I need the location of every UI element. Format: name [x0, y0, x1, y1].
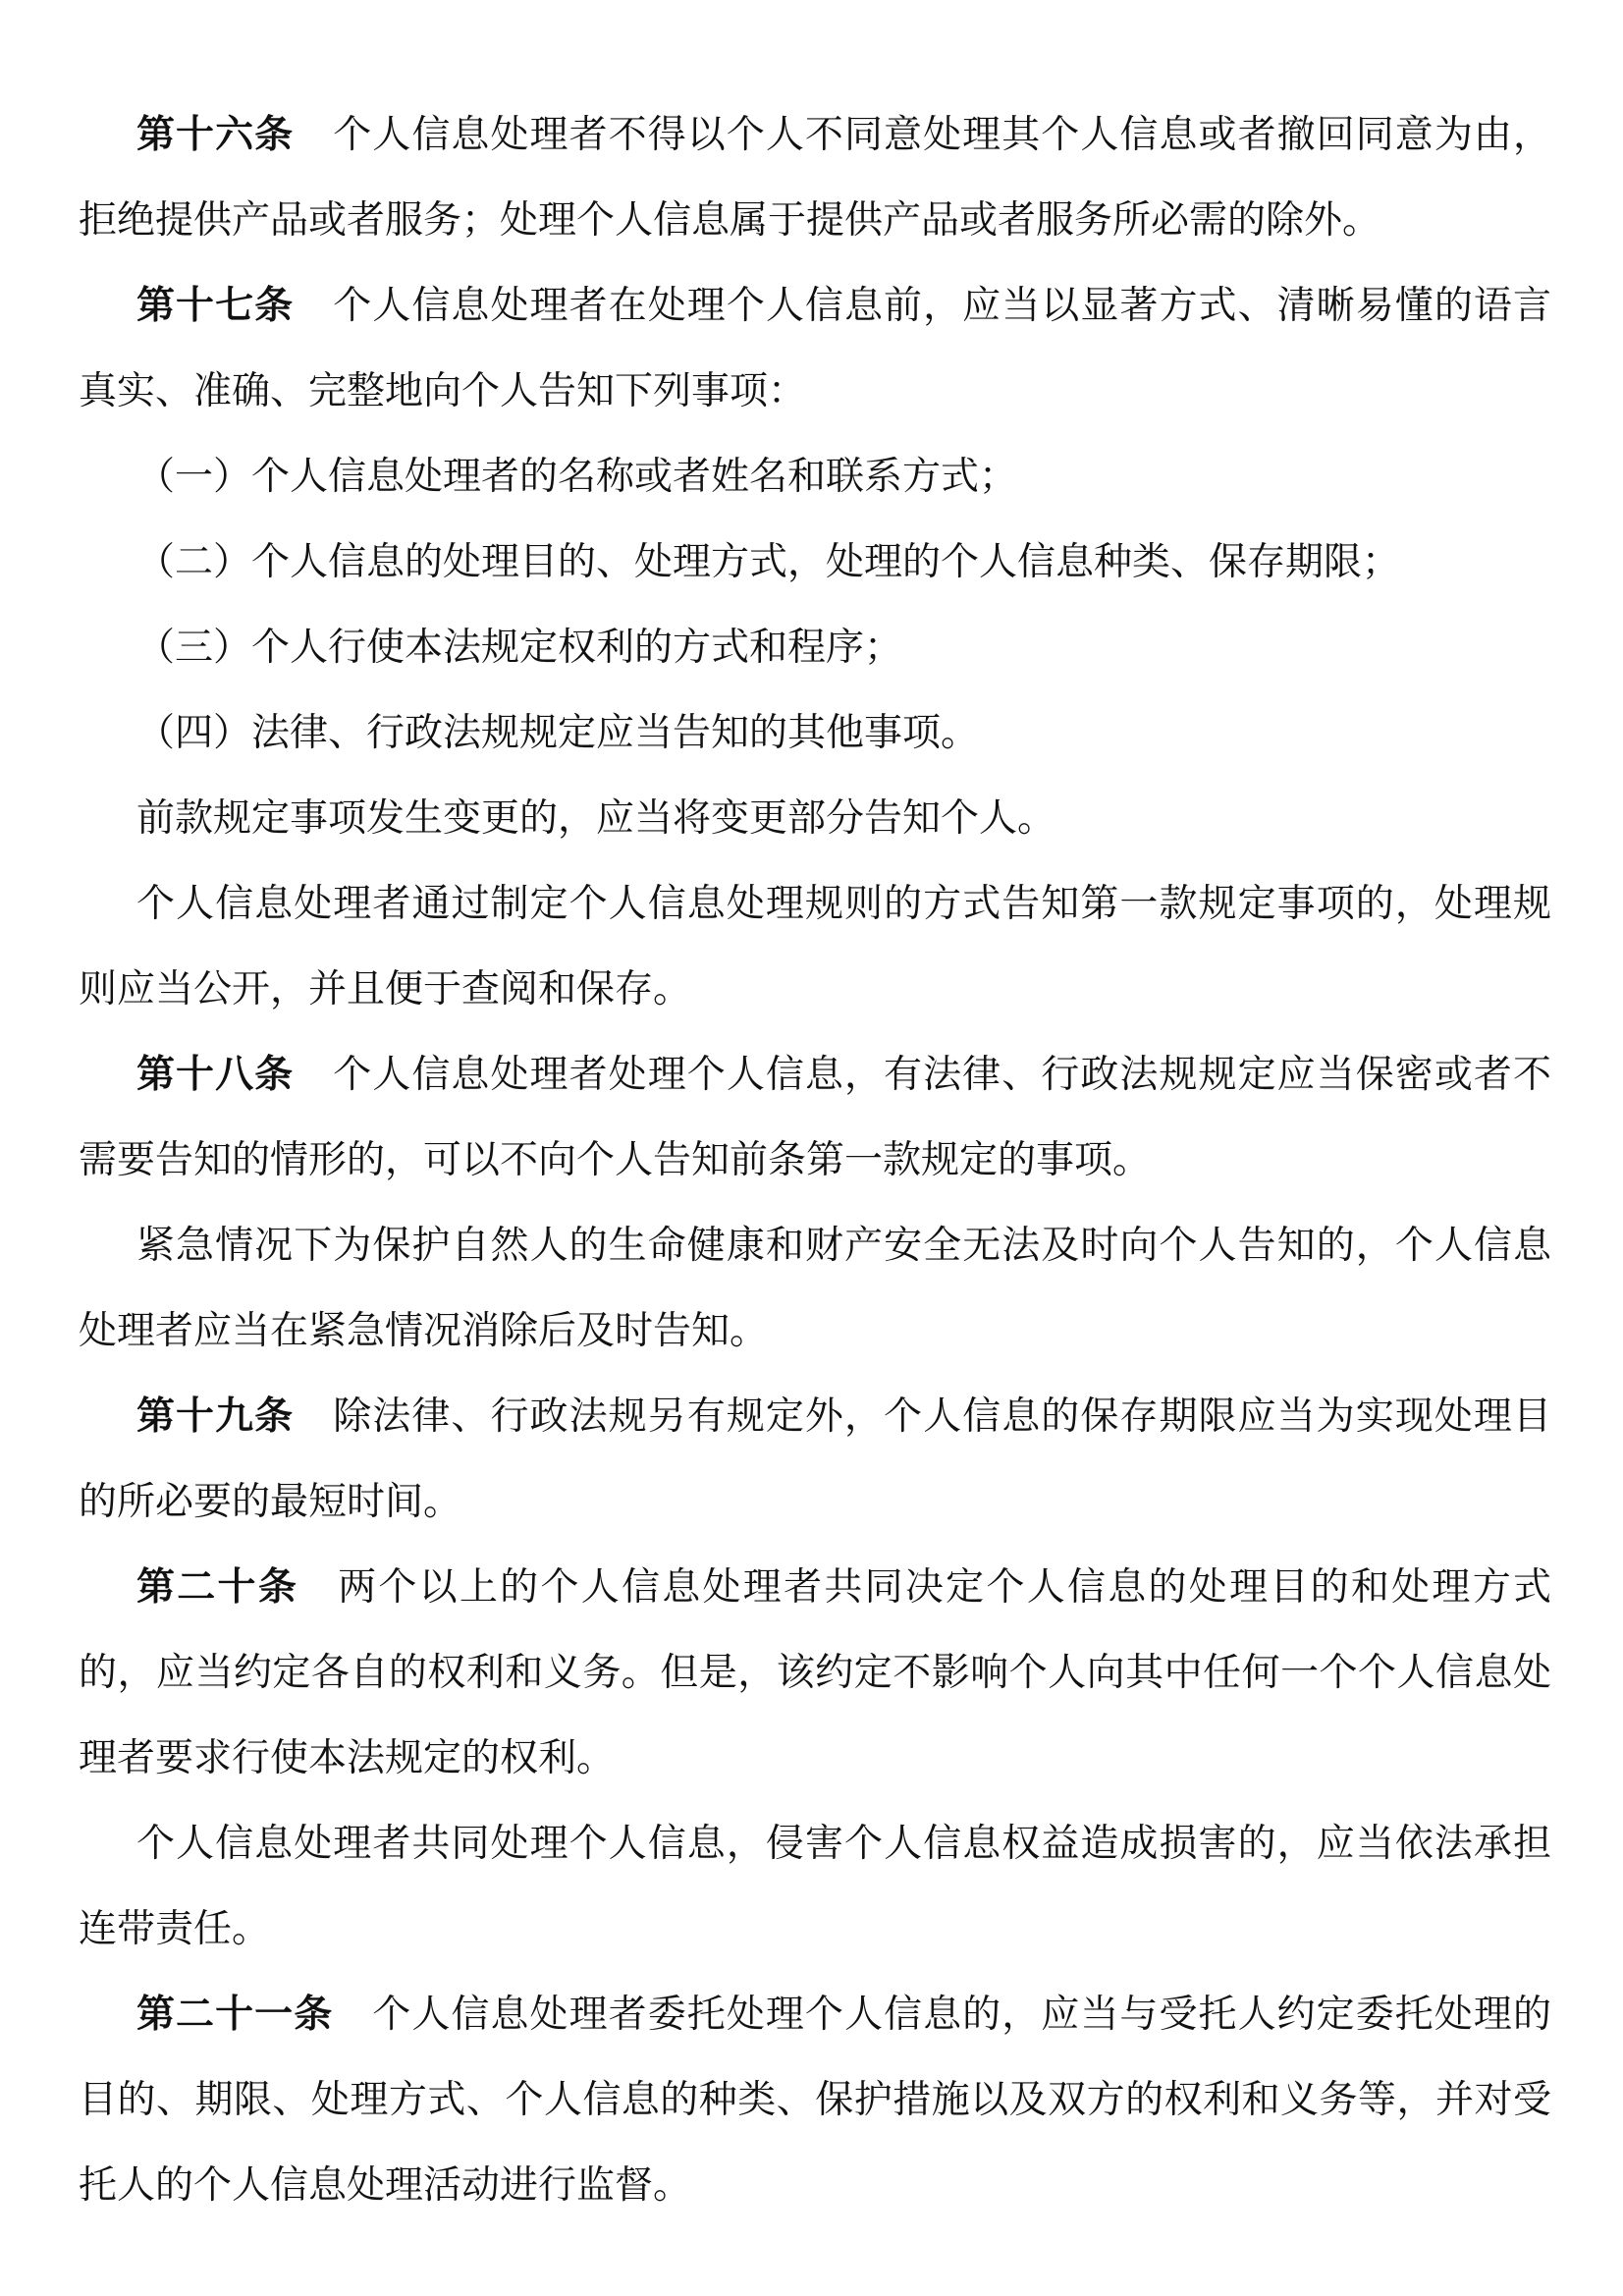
list-item-2: [79, 519, 1551, 605]
paragraph-text: 两个以上的个人信息处理者共同决定个人信息的处理目的和处理方式的，应当约定各自的权利和义务。但是，该约定不影响个人向其中任何一个个人信息处理者要求行使本法规定的权利。: [79, 1565, 1551, 1780]
paragraph-text: 个人信息处理者处理个人信息，有法律、行政法规规定应当保密或者不需要告知的情形的，可以不向个人告知前条第一款规定的事项。: [79, 1053, 1551, 1182]
paragraph: [79, 861, 1551, 1032]
paragraph-article-21: [79, 1972, 1551, 2228]
list-item-3: [79, 605, 1551, 690]
article-number: 第二十条: [136, 1565, 299, 1610]
list-item-4: [79, 690, 1551, 776]
list-item-1: [79, 434, 1551, 519]
paragraph-text: （三）个人行使本法规定权利的方式和程序；: [136, 626, 903, 670]
paragraph-article-17: [79, 263, 1551, 434]
paragraph-article-20: [79, 1545, 1551, 1801]
paragraph-article-19: [79, 1374, 1551, 1545]
paragraph-text: 个人信息处理者在处理个人信息前，应当以显著方式、清晰易懂的语言真实、准确、完整地向个人告知下列事项：: [79, 284, 1551, 413]
paragraph-text: 个人信息处理者共同处理个人信息，侵害个人信息权益造成损害的，应当依法承担连带责任。: [79, 1822, 1551, 1951]
article-number: 第十六条: [136, 113, 295, 157]
paragraph-text: 个人信息处理者不得以个人不同意处理其个人信息或者撤回同意为由，拒绝提供产品或者服务；处理个人信息属于提供产品或者服务所必需的除外。: [79, 113, 1551, 243]
paragraph-article-16: [79, 92, 1551, 263]
paragraph-text: （二）个人信息的处理目的、处理方式，处理的个人信息种类、保存期限；: [136, 540, 1401, 584]
paragraph: [79, 776, 1551, 861]
paragraph-text: 个人信息处理者委托处理个人信息的，应当与受托人约定委托处理的目的、期限、处理方式、个人信息的种类、保护措施以及双方的权利和义务等，并对受托人的个人信息处理活动进行监督。: [79, 1993, 1551, 2208]
paragraph-text: 除法律、行政法规另有规定外，个人信息的保存期限应当为实现处理目的所必要的最短时间。: [79, 1394, 1551, 1524]
paragraph-text: 紧急情况下为保护自然人的生命健康和财产安全无法及时向个人告知的，个人信息处理者应当在紧急情况消除后及时告知。: [79, 1224, 1551, 1353]
paragraph: [79, 1801, 1551, 1972]
paragraph-text: 前款规定事项发生变更的，应当将变更部分告知个人。: [136, 796, 1056, 841]
paragraph-text: 个人信息处理者通过制定个人信息处理规则的方式告知第一款规定事项的，处理规则应当公开，并且便于查阅和保存。: [79, 882, 1551, 1011]
article-number: 第二十一条: [136, 1993, 334, 2037]
document-body: [79, 92, 1551, 2228]
article-number: 第十九条: [136, 1394, 295, 1439]
paragraph-text: （一）个人信息处理者的名称或者姓名和联系方式；: [136, 455, 1018, 499]
article-number: 第十七条: [136, 284, 295, 328]
paragraph: [79, 1203, 1551, 1374]
article-number: 第十八条: [136, 1053, 295, 1097]
paragraph-text: （四）法律、行政法规规定应当告知的其他事项。: [136, 711, 980, 755]
paragraph-article-18: [79, 1032, 1551, 1203]
